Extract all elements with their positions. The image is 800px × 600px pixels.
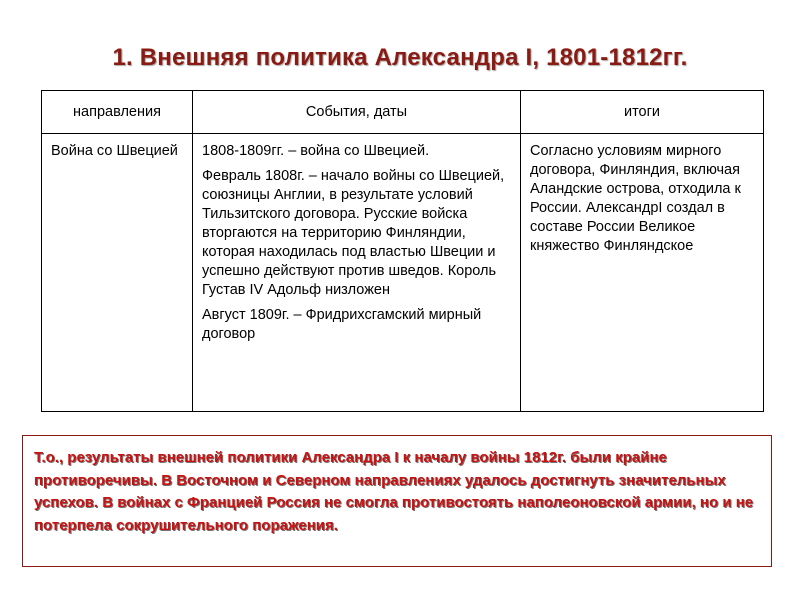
column-header-directions: направления <box>42 91 193 134</box>
table-header-row <box>42 91 764 134</box>
summary-text: Т.о., результаты внешней политики Александра I к началу войны 1812г. были крайне противоречивы. В Восточном и Северном направлениях удалось достигнуть значительных успехов. В войнах с Францией Россия не смогла противостоять наполеоновской армии, но и не потерпела сокрушительного поражения. <box>34 449 754 534</box>
summary-box <box>22 435 772 567</box>
result-cell <box>521 134 764 412</box>
direction-cell <box>42 134 193 412</box>
column-header-results: итоги <box>521 91 764 134</box>
events-cell <box>193 134 521 412</box>
foreign-policy-table <box>41 90 764 412</box>
direction-text: Война со Швецией <box>51 143 178 159</box>
column-header-events: События, даты <box>193 91 521 134</box>
event-line-1: 1808-1809гг. – война со Швецией. <box>202 143 430 159</box>
event-line-3: Август 1809г. – Фридрихсгамский мирный договор <box>202 307 482 342</box>
result-text: Согласно условиям мирного договора, Финляндия, включая Аландские острова, отходила к России. АлександрI создал в составе России Великое княжество Финляндское <box>530 143 741 254</box>
slide-title: 1. Внешняя политика Александра I, 1801-1812гг. <box>112 44 688 71</box>
event-line-2: Февраль 1808г. – начало войны со Швецией, союзницы Англии, в результате условий Тильзитского договора. Русские войска вторгаются на территорию Финляндии, которая находилась под властью Швеции и успешно действуют против шведов. Король Густав IV Адольф низложен <box>202 168 505 298</box>
table-row <box>42 134 764 412</box>
